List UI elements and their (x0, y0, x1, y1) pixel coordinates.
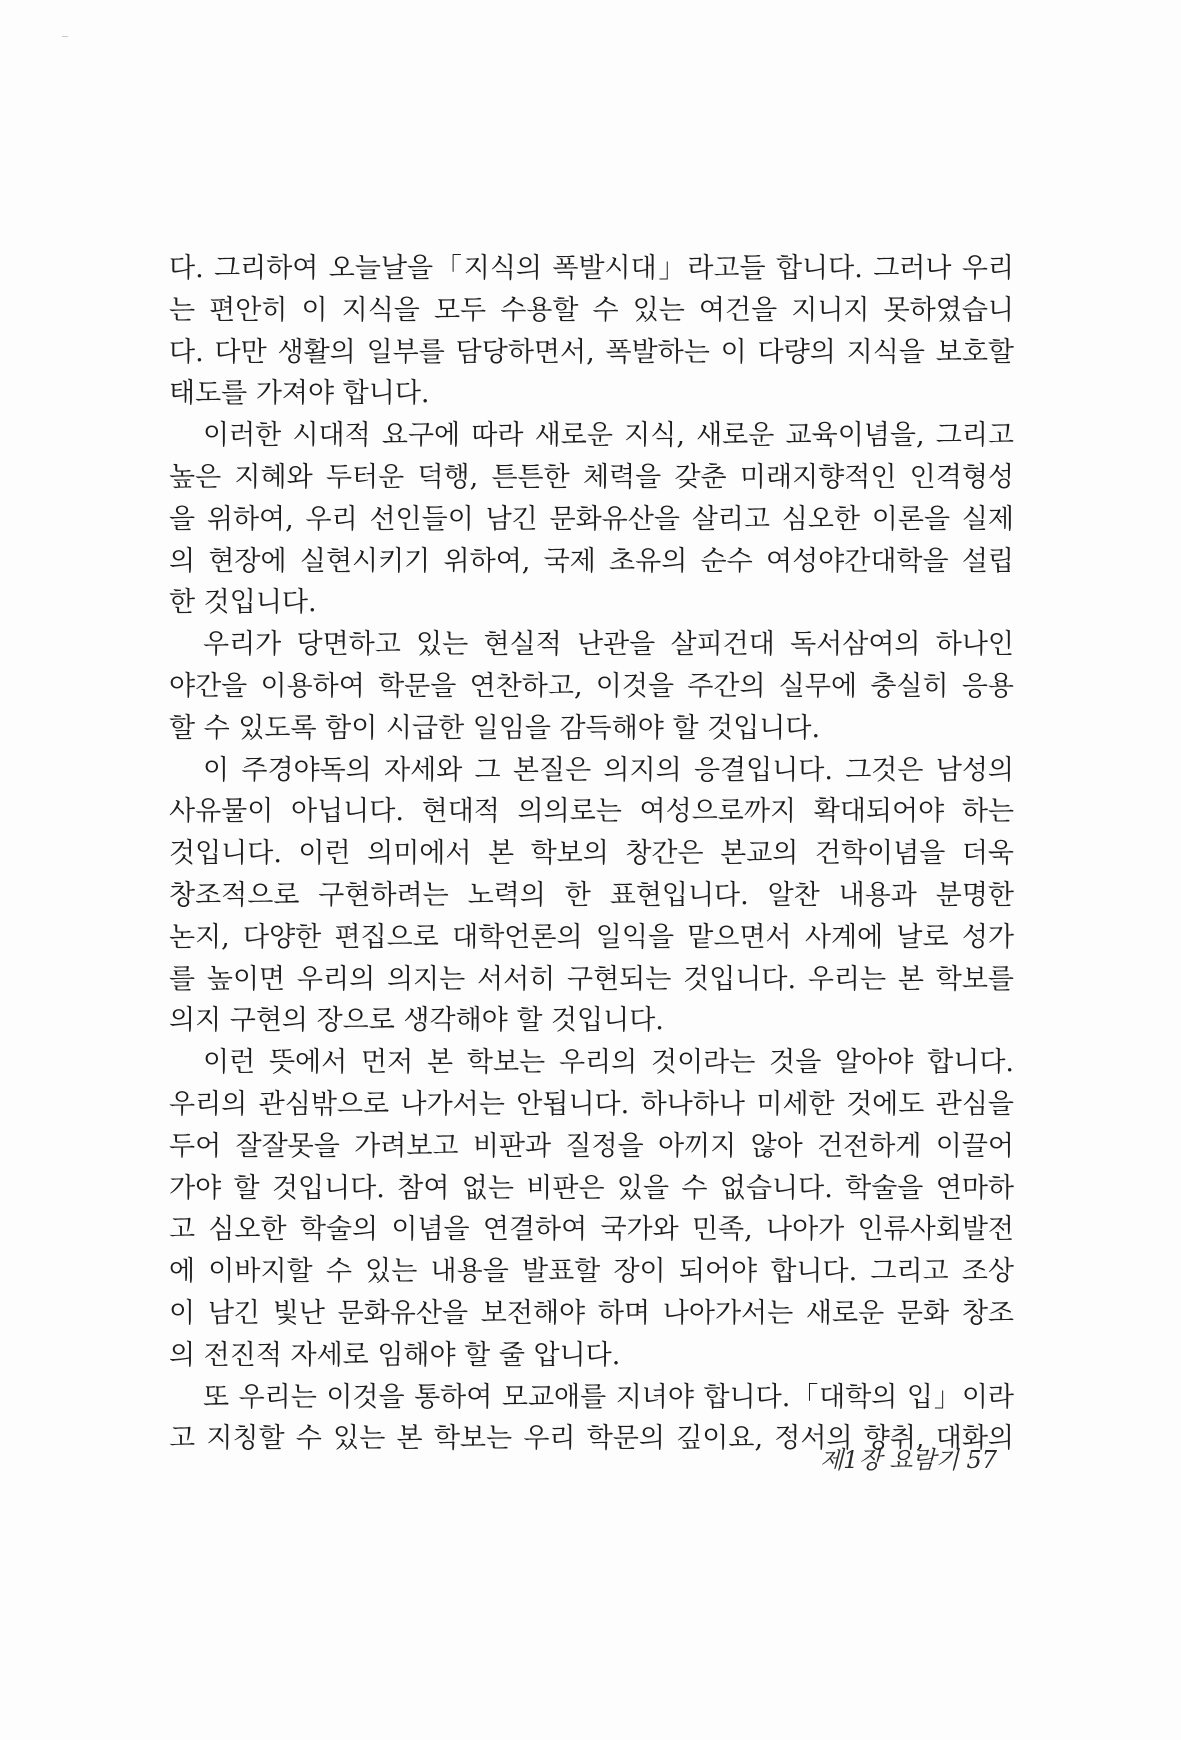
text-line: 이런 뜻에서 먼저 본 학보는 우리의 것이라는 것을 알아야 합니다. (203, 1047, 1014, 1079)
text-line: 태도를 가져야 합니다. (169, 378, 430, 410)
text-line: 의 전진적 자세로 임해야 할 줄 압니다. (169, 1339, 621, 1371)
body-text (169, 248, 1014, 1460)
text-line: 이 남긴 빛난 문화유산을 보전해야 하며 나아가서는 새로운 문화 창조 (169, 1297, 1014, 1329)
text-line: 에 이바지할 수 있는 내용을 발표할 장이 되어야 합니다. 그리고 조상 (169, 1256, 1014, 1288)
text-line: 고 지칭할 수 있는 본 학보는 우리 학문의 깊이요, 정서의 향취, 대화의 (169, 1423, 1014, 1455)
text-line: 우리가 당면하고 있는 현실적 난관을 살피건대 독서삼여의 하나인 (203, 629, 1014, 661)
running-footer: 제1장 요람기 57 (820, 1446, 997, 1474)
text-line: 이러한 시대적 요구에 따라 새로운 지식, 새로운 교육이념을, 그리고 (203, 420, 1014, 452)
text-line: 를 높이면 우리의 의지는 서서히 구현되는 것입니다. 우리는 본 학보를 (169, 963, 1014, 995)
text-line: 을 위하여, 우리 선인들이 남긴 문화유산을 살리고 심오한 이론을 실제 (169, 503, 1014, 535)
text-line: 고 심오한 학술의 이념을 연결하여 국가와 민족, 나아가 인류사회발전 (169, 1214, 1014, 1246)
text-line: 는 편안히 이 지식을 모두 수용할 수 있는 여건을 지니지 못하였습니 (169, 294, 1014, 326)
text-line: 한 것입니다. (169, 587, 317, 619)
text-line: 것입니다. 이런 의미에서 본 학보의 창간은 본교의 건학이념을 더욱 (169, 838, 1014, 870)
text-line: 두어 잘잘못을 가려보고 비판과 질정을 아끼지 않아 건전하게 이끌어 (169, 1130, 1014, 1162)
text-line: 이 주경야독의 자세와 그 본질은 의지의 응결입니다. 그것은 남성의 (203, 754, 1014, 786)
scan-speck (62, 36, 68, 37)
text-line: 사유물이 아닙니다. 현대적 의의로는 여성으로까지 확대되어야 하는 (169, 796, 1014, 828)
text-line: 높은 지혜와 두터운 덕행, 튼튼한 체력을 갖춘 미래지향적인 인격형성 (169, 461, 1014, 493)
text-line: 의 현장에 실현시키기 위하여, 국제 초유의 순수 여성야간대학을 설립 (169, 545, 1014, 577)
text-line: 다. 다만 생활의 일부를 담당하면서, 폭발하는 이 다량의 지식을 보호할 (169, 336, 1014, 368)
text-line: 가야 할 것입니다. 참여 없는 비판은 있을 수 없습니다. 학술을 연마하 (169, 1172, 1014, 1204)
text-line: 할 수 있도록 함이 시급한 일임을 감득해야 할 것입니다. (169, 712, 821, 744)
text-line: 야간을 이용하여 학문을 연찬하고, 이것을 주간의 실무에 충실히 응용 (169, 670, 1014, 702)
text-line: 우리의 관심밖으로 나가서는 안됩니다. 하나하나 미세한 것에도 관심을 (169, 1088, 1014, 1120)
text-line: 논지, 다양한 편집으로 대학언론의 일익을 맡으면서 사계에 날로 성가 (169, 921, 1014, 953)
text-line: 또 우리는 이것을 통하여 모교애를 지녀야 합니다.「대학의 입」이라 (203, 1381, 1014, 1413)
text-line: 창조적으로 구현하려는 노력의 한 표현입니다. 알찬 내용과 분명한 (169, 879, 1014, 911)
text-line: 다. 그리하여 오늘날을「지식의 폭발시대」라고들 합니다. 그러나 우리 (169, 253, 1014, 284)
text-line: 의지 구현의 장으로 생각해야 할 것입니다. (169, 1005, 664, 1037)
